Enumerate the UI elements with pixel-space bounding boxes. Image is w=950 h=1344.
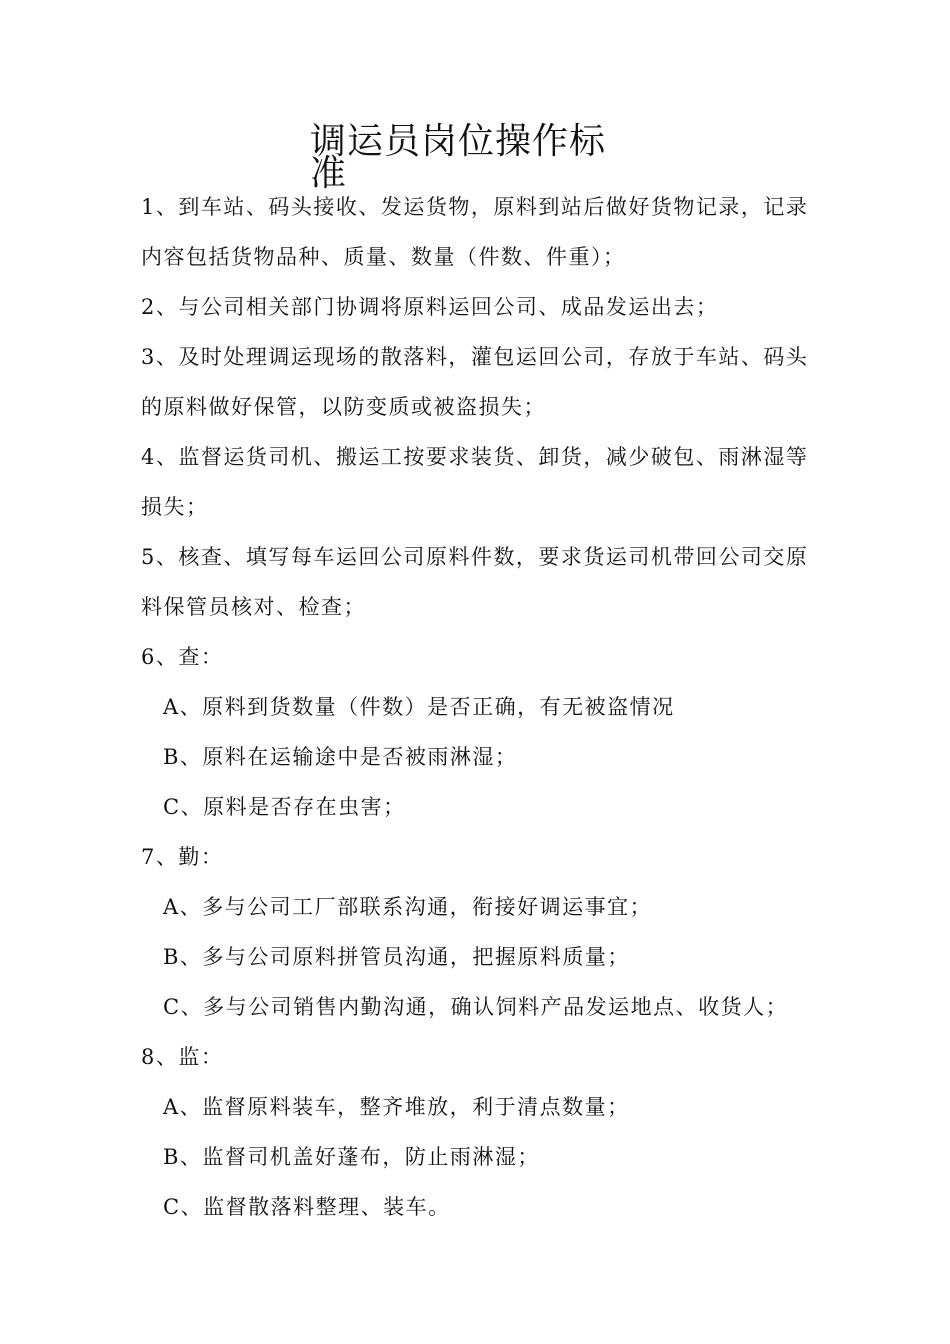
supervise-sub-a-text: A、监督原料装车，整齐堆放，利于清点数量； bbox=[163, 1095, 630, 1119]
supervise-sub-b bbox=[141, 1132, 811, 1182]
item-3-line-2: 的原料做好保管，以防变质或被盗损失； bbox=[141, 395, 546, 419]
item-7-line-1: 7、勤： bbox=[141, 845, 224, 869]
check-sub-c bbox=[141, 782, 811, 832]
item-5 bbox=[141, 532, 811, 632]
diligence-sub-a bbox=[141, 882, 811, 932]
check-sub-b-text: B、原料在运输途中是否被雨淋湿； bbox=[163, 745, 518, 769]
diligence-sub-c-text: C、多与公司销售内勤沟通，确认饲料产品发运地点、收货人； bbox=[163, 995, 789, 1019]
check-sub-b bbox=[141, 732, 811, 782]
item-2 bbox=[141, 282, 811, 332]
item-6-heading bbox=[141, 632, 811, 682]
item-5-line-1: 5、核查、填写每车运回公司原料件数，要求货运司机带回公司交原 bbox=[141, 545, 809, 569]
title-line-1: 调运员岗位操作标 bbox=[310, 121, 607, 162]
supervise-sub-a bbox=[141, 1082, 811, 1132]
item-2-line-1: 2、与公司相关部门协调将原料运回公司、成品发运出去； bbox=[141, 295, 719, 319]
item-4-line-2: 损失； bbox=[141, 495, 209, 519]
item-1-line-1: 1、到车站、码头接收、发运货物，原料到站后做好货物记录，记录 bbox=[141, 195, 809, 219]
item-3-line-1: 3、及时处理调运现场的散落料，灌包运回公司，存放于车站、码头 bbox=[141, 345, 809, 369]
item-6-line-1: 6、查： bbox=[141, 645, 224, 669]
item-1 bbox=[141, 182, 811, 282]
item-3 bbox=[141, 332, 811, 432]
item-8-line-1: 8、监： bbox=[141, 1045, 224, 1069]
diligence-sub-a-text: A、多与公司工厂部联系沟通，衔接好调运事宜； bbox=[163, 895, 653, 919]
diligence-sub-b bbox=[141, 932, 811, 982]
item-5-line-2: 料保管员核对、检查； bbox=[141, 595, 366, 619]
item-7-heading bbox=[141, 832, 811, 882]
check-sub-c-text: C、原料是否存在虫害； bbox=[163, 795, 406, 819]
item-4-line-1: 4、监督运货司机、搬运工按要求装货、卸货，减少破包、雨淋湿等 bbox=[141, 445, 809, 469]
title-line-2: 准 bbox=[310, 153, 348, 194]
diligence-sub-b-text: B、多与公司原料拼管员沟通，把握原料质量； bbox=[163, 945, 630, 969]
supervise-sub-c-text: C、监督散落料整理、装车。 bbox=[163, 1195, 451, 1219]
supervise-sub-c bbox=[141, 1182, 811, 1232]
item-8-heading bbox=[141, 1032, 811, 1082]
item-4 bbox=[141, 432, 811, 532]
check-sub-a-text: A、原料到货数量（件数）是否正确，有无被盗情况 bbox=[163, 695, 675, 719]
document-body bbox=[141, 182, 811, 1232]
item-1-line-2: 内容包括货物品种、质量、数量（件数、件重）； bbox=[141, 245, 626, 269]
check-sub-a bbox=[141, 682, 811, 732]
supervise-sub-b-text: B、监督司机盖好蓬布，防止雨淋湿； bbox=[163, 1145, 540, 1169]
diligence-sub-c bbox=[141, 982, 811, 1032]
